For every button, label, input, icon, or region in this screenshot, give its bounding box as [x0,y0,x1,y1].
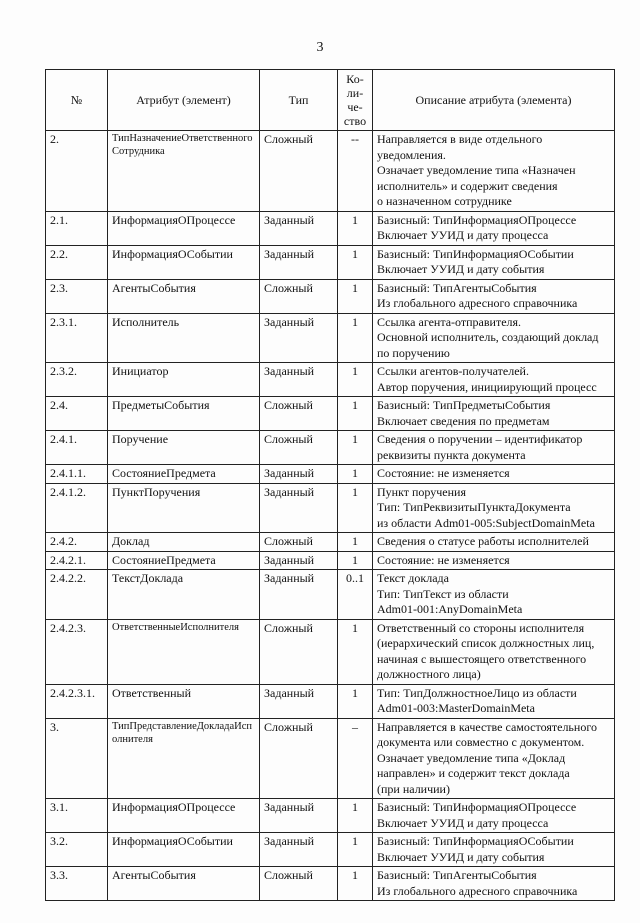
row-type: Сложный [260,718,338,799]
table-row [46,684,615,718]
row-type: Заданный [260,684,338,718]
table-row [46,833,615,867]
table-row [46,483,615,533]
row-description: Базисный: ТипИнформацияОСобытии Включает УУИД и дату события [373,833,615,867]
row-type: Сложный [260,431,338,465]
row-description: Базисный: ТипИнформацияОСобытии Включает УУИД и дату события [373,245,615,279]
row-attribute: ИнформацияОСобытии [108,245,260,279]
row-quantity: – [338,718,373,799]
row-quantity: 1 [338,431,373,465]
row-number: 2.4.2.3. [46,619,108,684]
row-type: Заданный [260,211,338,245]
table-row [46,313,615,363]
row-attribute: Поручение [108,431,260,465]
row-attribute: Инициатор [108,363,260,397]
row-attribute: ИнформацияОПроцессе [108,799,260,833]
row-number: 2.2. [46,245,108,279]
row-quantity: 1 [338,684,373,718]
table-row [46,431,615,465]
row-type: Сложный [260,131,338,212]
row-type: Сложный [260,533,338,552]
row-description: Тип: ТипДолжностноеЛицо из области Adm01-003:MasterDomainMeta [373,684,615,718]
row-type: Сложный [260,619,338,684]
row-type: Сложный [260,397,338,431]
row-quantity: 1 [338,867,373,901]
header-description: Описание атрибута (элемента) [373,70,615,131]
row-attribute: ТекстДоклада [108,570,260,620]
row-quantity: 1 [338,551,373,570]
row-quantity: 1 [338,211,373,245]
row-quantity: 1 [338,363,373,397]
header-type: Тип [260,70,338,131]
table-header-row [46,70,615,131]
table-row [46,363,615,397]
row-type: Заданный [260,483,338,533]
table-row [46,465,615,484]
table-row [46,211,615,245]
row-number: 2.4.1.1. [46,465,108,484]
row-number: 2.4.2. [46,533,108,552]
row-description: Ответственный со стороны исполнителя (иерархический список должностных лиц, начиная с вышестоящего ответственного должностного лица) [373,619,615,684]
header-number: № [46,70,108,131]
row-attribute: ТипПредставлениеДокладаИсполнителя [108,718,260,799]
row-number: 2.1. [46,211,108,245]
row-description: Пункт поручения Тип: ТипРеквизитыПунктаДокумента из области Adm01-005:SubjectDomainMeta [373,483,615,533]
row-number: 2.4. [46,397,108,431]
row-quantity: 0..1 [338,570,373,620]
row-type: Заданный [260,799,338,833]
row-attribute: ПредметыСобытия [108,397,260,431]
header-quantity: Ко- ли- че- ство [338,70,373,131]
row-quantity: 1 [338,533,373,552]
row-attribute: ИнформацияОСобытии [108,833,260,867]
table-row [46,799,615,833]
row-quantity: 1 [338,465,373,484]
row-attribute: СостояниеПредмета [108,465,260,484]
row-quantity: 1 [338,619,373,684]
row-quantity: 1 [338,279,373,313]
row-number: 3.1. [46,799,108,833]
row-attribute: ПунктПоручения [108,483,260,533]
row-attribute: ИнформацияОПроцессе [108,211,260,245]
row-type: Заданный [260,833,338,867]
row-number: 3.3. [46,867,108,901]
row-description: Сведения о поручении – идентификатор реквизиты пункта документа [373,431,615,465]
table-row [46,718,615,799]
row-number: 2.4.2.2. [46,570,108,620]
row-quantity: 1 [338,833,373,867]
row-type: Сложный [260,867,338,901]
row-type: Сложный [260,279,338,313]
row-type: Заданный [260,465,338,484]
row-attribute: Доклад [108,533,260,552]
row-description: Ссылки агентов-получателей. Автор поручения, инициирующий процесс [373,363,615,397]
row-number: 2.3.2. [46,363,108,397]
row-description: Направляется в виде отдельного уведомления. Означает уведомление типа «Назначен исполнитель» и содержит сведения о назначенном сотруднике [373,131,615,212]
row-number: 2.4.1.2. [46,483,108,533]
row-description: Сведения о статусе работы исполнителей [373,533,615,552]
header-attribute: Атрибут (элемент) [108,70,260,131]
row-quantity: 1 [338,313,373,363]
table-row [46,533,615,552]
row-quantity: 1 [338,245,373,279]
row-description: Базисный: ТипАгентыСобытия Из глобального адресного справочника [373,279,615,313]
row-attribute: Исполнитель [108,313,260,363]
table-row [46,279,615,313]
row-type: Заданный [260,245,338,279]
page-number: 3 [316,40,324,55]
row-type: Заданный [260,313,338,363]
row-description: Направляется в качестве самостоятельного документа или совместно с документом. Означает уведомление типа «Доклад направлен» и содержит текст доклада (при наличии) [373,718,615,799]
row-description: Базисный: ТипИнформацияОПроцессе Включает УУИД и дату процесса [373,799,615,833]
table-row [46,867,615,901]
row-quantity: 1 [338,483,373,533]
row-attribute: ТипНазначениеОтветственногоСотрудника [108,131,260,212]
row-number: 3.2. [46,833,108,867]
row-quantity: -- [338,131,373,212]
table-row [46,397,615,431]
row-quantity: 1 [338,397,373,431]
attributes-table [45,69,615,901]
row-number: 3. [46,718,108,799]
row-attribute: ОтветственныеИсполнителя [108,619,260,684]
row-number: 2.3. [46,279,108,313]
row-type: Заданный [260,570,338,620]
table-row [46,619,615,684]
row-attribute: Ответственный [108,684,260,718]
row-quantity: 1 [338,799,373,833]
row-type: Заданный [260,551,338,570]
row-description: Ссылка агента-отправителя. Основной исполнитель, создающий доклад по поручению [373,313,615,363]
row-attribute: АгентыСобытия [108,279,260,313]
row-number: 2.4.2.1. [46,551,108,570]
row-description: Базисный: ТипАгентыСобытия Из глобального адресного справочника [373,867,615,901]
table-row [46,570,615,620]
row-description: Состояние: не изменяется [373,465,615,484]
row-description: Текст доклада Тип: ТипТекст из области Adm01-001:AnyDomainMeta [373,570,615,620]
row-number: 2.4.2.3.1. [46,684,108,718]
row-number: 2.4.1. [46,431,108,465]
row-description: Базисный: ТипПредметыСобытия Включает сведения по предметам [373,397,615,431]
row-type: Заданный [260,363,338,397]
table-row [46,131,615,212]
table-row [46,245,615,279]
row-description: Состояние: не изменяется [373,551,615,570]
row-number: 2.3.1. [46,313,108,363]
row-attribute: СостояниеПредмета [108,551,260,570]
row-description: Базисный: ТипИнформацияОПроцессе Включает УУИД и дату процесса [373,211,615,245]
table-row [46,551,615,570]
row-attribute: АгентыСобытия [108,867,260,901]
row-number: 2. [46,131,108,212]
